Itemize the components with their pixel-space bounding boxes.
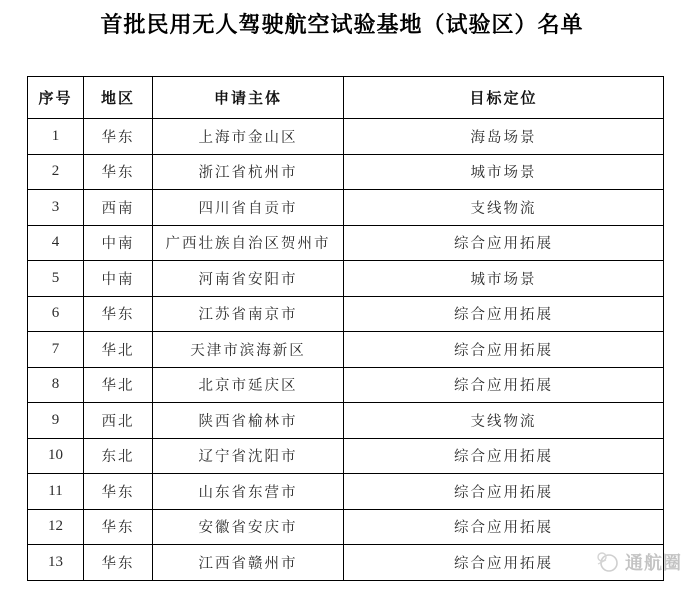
header-cell-2: 申请主体: [153, 77, 344, 119]
table-row: [28, 154, 664, 190]
table-cell-region: 华北: [84, 367, 153, 403]
table-row: [28, 474, 664, 510]
table-row: [28, 509, 664, 545]
table-cell-target: 综合应用拓展: [344, 367, 664, 403]
table-cell-region: 华东: [84, 154, 153, 190]
table-cell-applicant: 江西省赣州市: [153, 545, 344, 581]
table-row: [28, 296, 664, 332]
table-cell-region: 中南: [84, 261, 153, 297]
table-cell-applicant: 天津市滨海新区: [153, 332, 344, 368]
table-cell-no: 2: [28, 154, 84, 190]
table-cell-target: 综合应用拓展: [344, 296, 664, 332]
table-cell-no: 10: [28, 438, 84, 474]
table-header-row: [28, 77, 664, 119]
table-cell-target: 综合应用拓展: [344, 225, 664, 261]
table-cell-region: 华北: [84, 332, 153, 368]
table-cell-applicant: 浙江省杭州市: [153, 154, 344, 190]
table-cell-applicant: 山东省东营市: [153, 474, 344, 510]
table-row: [28, 403, 664, 439]
table-cell-applicant: 四川省自贡市: [153, 190, 344, 226]
table-cell-no: 12: [28, 509, 84, 545]
table-cell-no: 3: [28, 190, 84, 226]
table-cell-target: 综合应用拓展: [344, 509, 664, 545]
table-cell-region: 华东: [84, 545, 153, 581]
header-cell-1: 地区: [84, 77, 153, 119]
table-cell-region: 华东: [84, 509, 153, 545]
table-cell-region: 中南: [84, 225, 153, 261]
table-cell-target: 综合应用拓展: [344, 332, 664, 368]
table-cell-applicant: 河南省安阳市: [153, 261, 344, 297]
table-cell-no: 11: [28, 474, 84, 510]
table-cell-no: 9: [28, 403, 84, 439]
table-cell-region: 西南: [84, 190, 153, 226]
table-row: [28, 438, 664, 474]
table-cell-applicant: 上海市金山区: [153, 119, 344, 155]
table-row: [28, 332, 664, 368]
table-cell-applicant: 江苏省南京市: [153, 296, 344, 332]
table-cell-region: 东北: [84, 438, 153, 474]
header-cell-3: 目标定位: [344, 77, 664, 119]
table-cell-no: 13: [28, 545, 84, 581]
table-cell-applicant: 安徽省安庆市: [153, 509, 344, 545]
table-row: [28, 190, 664, 226]
table-cell-applicant: 辽宁省沈阳市: [153, 438, 344, 474]
table-cell-no: 1: [28, 119, 84, 155]
table-cell-applicant: 北京市延庆区: [153, 367, 344, 403]
table-cell-region: 华东: [84, 296, 153, 332]
table-cell-no: 5: [28, 261, 84, 297]
table-cell-target: 综合应用拓展: [344, 545, 664, 581]
table-cell-region: 华东: [84, 474, 153, 510]
table-row: [28, 225, 664, 261]
table-cell-target: 综合应用拓展: [344, 474, 664, 510]
table-row: [28, 367, 664, 403]
table-cell-target: 支线物流: [344, 403, 664, 439]
base-list-table: [27, 76, 664, 581]
table-cell-target: 城市场景: [344, 154, 664, 190]
table-cell-no: 7: [28, 332, 84, 368]
table-row: [28, 261, 664, 297]
table-cell-target: 综合应用拓展: [344, 438, 664, 474]
header-cell-0: 序号: [28, 77, 84, 119]
table-row: [28, 119, 664, 155]
table-cell-no: 4: [28, 225, 84, 261]
table-cell-applicant: 陕西省榆林市: [153, 403, 344, 439]
table-cell-target: 支线物流: [344, 190, 664, 226]
table-row: [28, 545, 664, 581]
table-cell-target: 海岛场景: [344, 119, 664, 155]
page-title: 首批民用无人驾驶航空试验基地（试验区）名单: [100, 12, 584, 37]
table-cell-applicant: 广西壮族自治区贺州市: [153, 225, 344, 261]
table-cell-target: 城市场景: [344, 261, 664, 297]
table-cell-no: 8: [28, 367, 84, 403]
table-cell-region: 华东: [84, 119, 153, 155]
table-cell-region: 西北: [84, 403, 153, 439]
watermark-label: 通航圈: [625, 553, 682, 573]
table-cell-no: 6: [28, 296, 84, 332]
